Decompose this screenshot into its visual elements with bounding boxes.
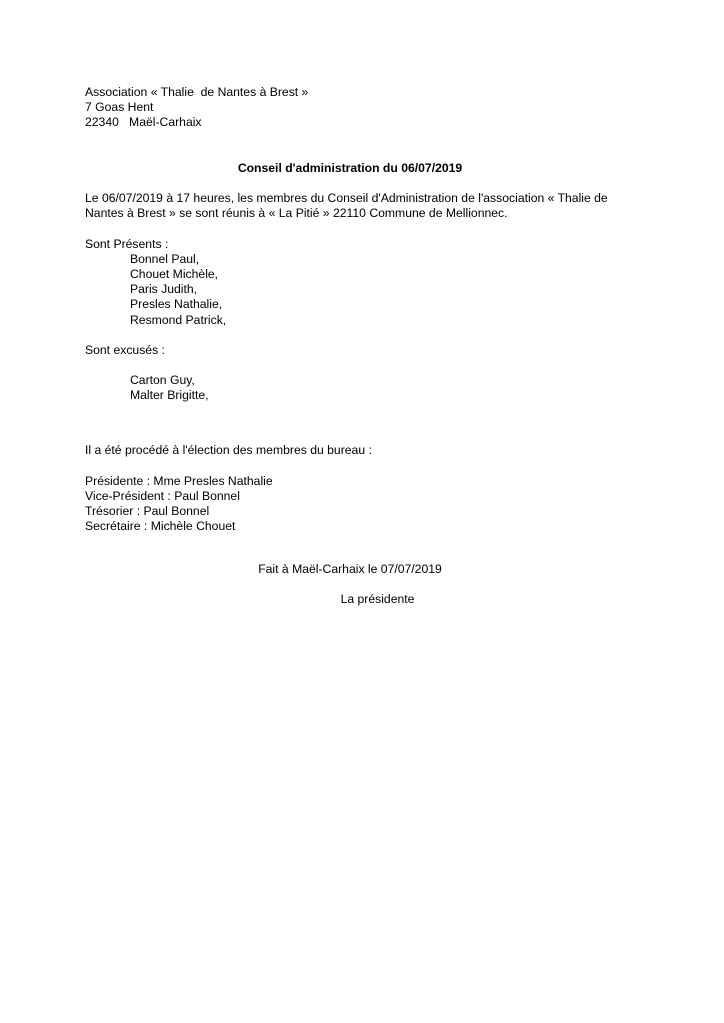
present-member: Resmond Patrick,	[130, 312, 227, 327]
document-title: Conseil d'administration du 06/07/2019	[237, 160, 463, 175]
present-member: Chouet Michèle,	[130, 267, 219, 282]
intro-paragraph: Le 06/07/2019 à 17 heures, les membres du Conseil d'Administration de l'association « Thalie de Nantes à Brest » se sont réunis à « La Pitié » 22110 Commune de Mellionnec.	[85, 190, 608, 221]
present-label: Sont Présents :	[85, 236, 169, 251]
association-city: 22340 Maël-Carhaix	[85, 115, 202, 130]
closing-place-date: Fait à Maël-Carhaix le 07/07/2019	[258, 562, 442, 577]
spacer	[85, 459, 615, 474]
spacer	[85, 358, 615, 373]
excused-member: Carton Guy,	[130, 373, 195, 388]
present-member: Paris Judith,	[130, 282, 198, 297]
spacer	[85, 176, 615, 191]
document-content	[85, 85, 615, 607]
election-sentence: Il a été procédé à l'élection des membres du bureau :	[85, 443, 372, 458]
spacer	[85, 328, 615, 343]
association-name: Association « Thalie de Nantes à Brest »	[85, 85, 309, 99]
spacer	[85, 578, 615, 592]
spacer	[85, 131, 615, 161]
present-member: Presles Nathalie,	[130, 297, 223, 312]
bureau-role: Secrétaire : Michèle Chouet	[85, 519, 236, 534]
bureau-role: Présidente : Mme Presles Nathalie	[85, 473, 273, 488]
spacer	[85, 534, 615, 562]
excused-label: Sont excusés :	[85, 342, 165, 357]
bureau-role: Trésorier : Paul Bonnel	[85, 504, 210, 519]
bureau-role: Vice-Président : Paul Bonnel	[85, 488, 240, 503]
association-street: 7 Goas Hent	[85, 100, 154, 115]
spacer	[85, 222, 615, 237]
closing-signature: La présidente	[340, 591, 415, 606]
present-member: Bonnel Paul,	[130, 251, 200, 266]
excused-member: Malter Brigitte,	[130, 388, 209, 403]
spacer	[85, 403, 615, 443]
association-header	[85, 85, 615, 131]
